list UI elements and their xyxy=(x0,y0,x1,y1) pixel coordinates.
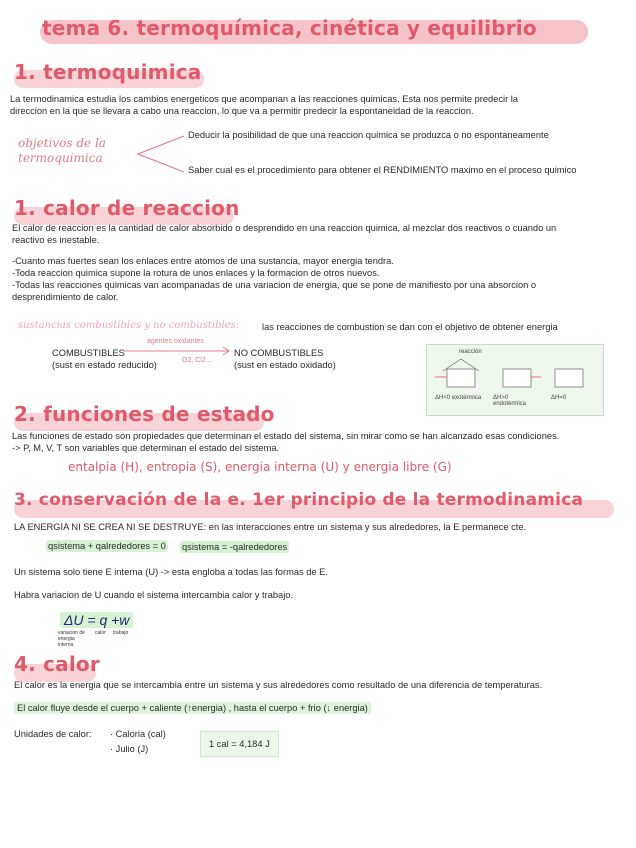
reaction-house-icon xyxy=(433,355,597,395)
objective-item: Saber cual es el procedimiento para obtener el RENDIMIENTO maximo en el proceso quimico xyxy=(188,165,577,175)
paragraph-conservacion: LA ENERGIA NI SE CREA NI SE DESTRUYE: en las interacciones entre un sistema y sus alrededores, la E permanece cte. xyxy=(14,522,527,532)
formula-note: calor xyxy=(95,630,106,636)
diagram-caption: ΔH=0 xyxy=(551,395,567,401)
list-item: -Todas las reacciones quimicas van acompanadas de una variacion de energia, que se pone de manifiesto por una absorcion o xyxy=(12,280,537,290)
no-combustibles-sub: (sust en estado oxidado) xyxy=(234,360,336,370)
diagram-caption: ΔH>0 endotérmica xyxy=(493,395,527,407)
page-title: tema 6. termoquímica, cinética y equilibrio xyxy=(42,16,537,40)
substances-label: sustancias combustibles y no combustibles: xyxy=(18,320,240,331)
agents-sub: O2, Cl2... xyxy=(182,357,212,364)
objectives-label: objetivos de la termoquimica xyxy=(18,136,106,165)
section-heading-calor-de-reaccion: 1. calor de reaccion xyxy=(14,196,240,220)
section-heading-calor: 4. calor xyxy=(14,652,100,676)
internal-energy-line: Un sistema solo tiene E interna (U) -> esta engloba a todas las formas de E. xyxy=(14,567,328,577)
variation-line: Habra variacion de U cuando el sistema intercambia calor y trabajo. xyxy=(14,590,294,600)
unit-item: · Julio (J) xyxy=(110,744,149,754)
section-heading-termoquimica: 1. termoquimica xyxy=(14,60,202,84)
diagram-caption: ΔH<0 exotérmica xyxy=(435,395,482,401)
state-functions-list: entalpia (H), entropia (S), energia interna (U) y energia libre (G) xyxy=(68,460,452,474)
unit-item: · Caloria (cal) xyxy=(110,729,166,739)
arrow-icon xyxy=(124,346,232,356)
section-heading-conservacion: 3. conservación de la e. 1er principio de la termodinamica xyxy=(14,490,584,510)
list-item: desprendimiento de calor. xyxy=(12,292,119,302)
paragraph-termodinamica: La termodinamica estudia los cambios energeticos que acompanan a las reacciones quimicas. Esta nos permite predecir la direccion en la que se llevara a cabo una reaccion, lo que va a permitir predecir la espontaneidad de la reaccion. xyxy=(10,94,518,116)
bullet-list xyxy=(12,255,632,303)
calorie-equivalence: 1 cal = 4,184 J xyxy=(200,731,279,757)
substances-text: las reacciones de combustion se dan con el objetivo de obtener energia xyxy=(262,322,558,332)
paragraph-calor-de-reaccion: El calor de reaccion es la cantidad de calor absorbido o desprendido en una reaccion quimica, al mezclar dos reactivos o cuando un reactivo es inestable. xyxy=(12,223,557,245)
formula-note: variacion de energia interna xyxy=(58,630,85,648)
diagram-title: reacción xyxy=(459,349,482,355)
equation-1: qsistema + qalrededores = 0 xyxy=(48,541,166,551)
brace-arrow-icon xyxy=(136,132,186,176)
reaction-diagram xyxy=(426,344,604,416)
energy-formula: ΔU = q +w xyxy=(60,612,133,628)
no-combustibles-label: NO COMBUSTIBLES xyxy=(234,348,324,358)
paragraph-funciones: Las funciones de estado son propiedades que determinan el estado del sistema, sin mirar como se han alcanzado esas condiciones. -> P, M, V, T son variables que determinan el estado del sistema. xyxy=(12,431,560,453)
formula-note: trabajo xyxy=(113,630,129,636)
list-item: -Toda reaccion quimica supone la rotura de unos enlaces y la formacion de otros nuevos. xyxy=(12,268,380,278)
list-item: -Cuanto mas fuertes sean los enlaces entre atomos de una sustancia, mayor energia tendra. xyxy=(12,256,394,266)
heat-flow-line: El calor fluye desde el cuerpo + caliente (↑energia) , hasta el cuerpo + frio (↓ energia) xyxy=(14,702,371,714)
paragraph-calor: El calor es la energia que se intercambia entre un sistema y sus alrededores como resultado de una diferencia de temperaturas. xyxy=(14,680,543,690)
combustibles-sub: (sust en estado reducido) xyxy=(52,360,157,370)
objective-item: Deducir la posibilidad de que una reaccion quimica se produzca o no espontaneamente xyxy=(188,130,549,140)
equation-2: qsistema = -qalrededores xyxy=(182,542,288,552)
units-label: Unidades de calor: xyxy=(14,729,92,739)
section-heading-funciones-de-estado: 2. funciones de estado xyxy=(14,402,275,426)
agents-label: agentes oxidantes xyxy=(147,338,204,345)
combustibles-label: COMBUSTIBLES xyxy=(52,348,125,358)
